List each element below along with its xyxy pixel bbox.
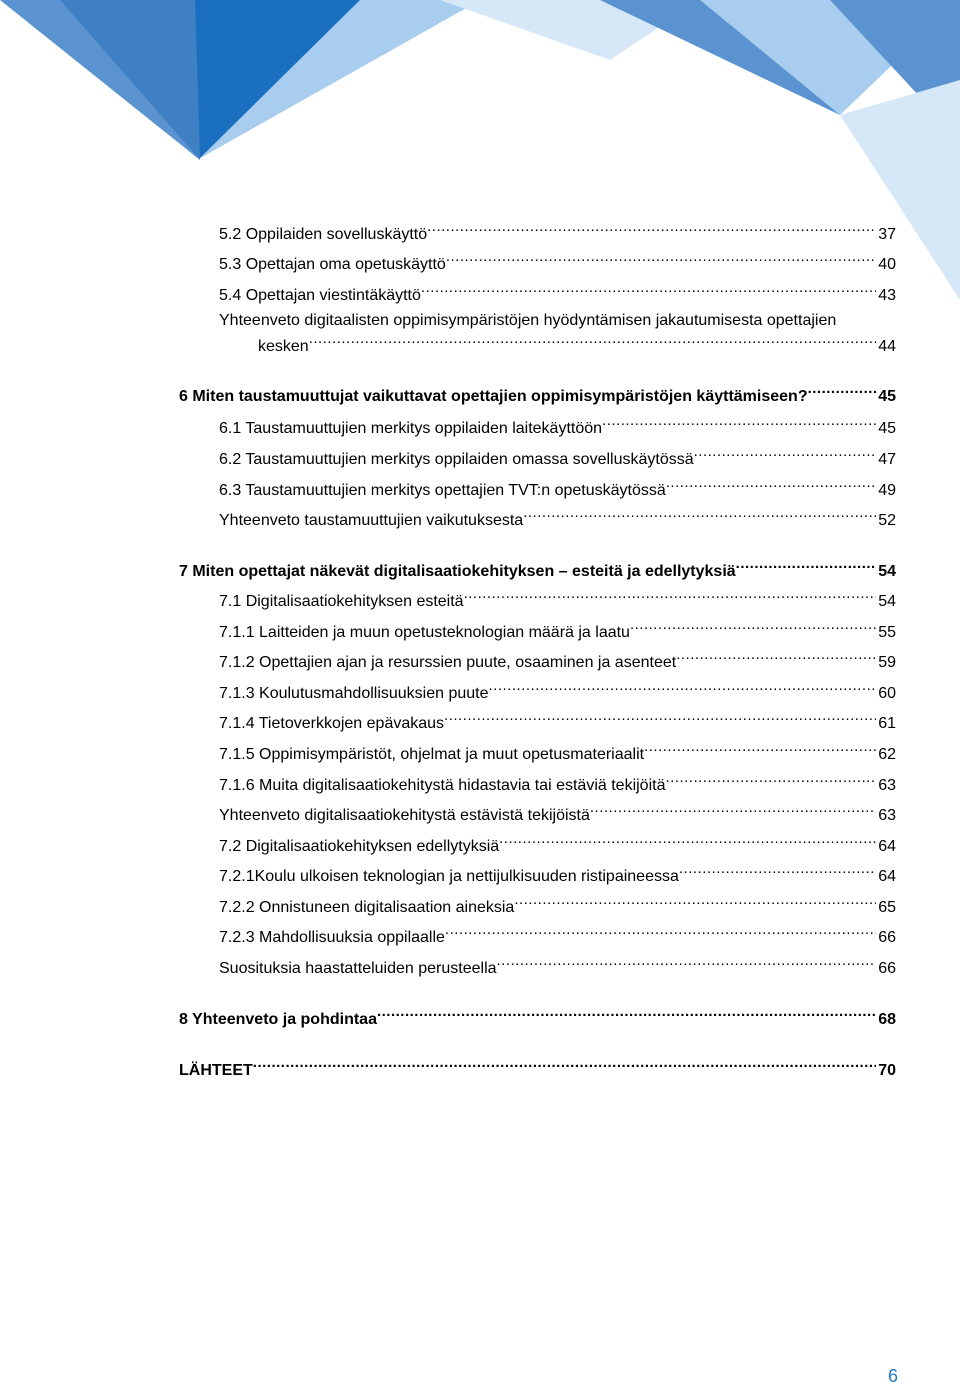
toc-entry[interactable] [219, 831, 896, 857]
toc-entry-label: Yhteenveto taustamuuttujien vaikutuksesta [219, 512, 524, 529]
leader-dots [694, 444, 876, 464]
toc-entry-label: 6 Miten taustamuuttujat vaikuttavat opettajien oppimisympäristöjen käyttämiseen? [179, 388, 808, 405]
toc-entry[interactable] [219, 444, 896, 470]
leader-dots [602, 413, 876, 433]
toc-entry-label: 7.2.1Koulu ulkoisen teknologian ja nettijulkisuuden ristipaineessa [219, 868, 679, 885]
toc-page-number: 66 [878, 960, 896, 977]
leader-dots [666, 475, 876, 495]
leader-dots [421, 280, 876, 300]
toc-page-number: 63 [878, 807, 896, 824]
toc-entry[interactable] [219, 219, 896, 245]
toc-page-number: 43 [878, 287, 896, 304]
toc-entry-label: 7.1.1 Laitteiden ja muun opetusteknologian määrä ja laatu [219, 624, 630, 641]
toc-page-number: 45 [878, 388, 896, 405]
toc-entry-label: 6.1 Taustamuuttujien merkitys oppilaiden laitekäyttöön [219, 420, 603, 437]
leader-dots [676, 647, 876, 667]
toc-entry[interactable] [219, 861, 896, 887]
toc-entry[interactable] [219, 953, 896, 979]
toc-page-number: 60 [878, 685, 896, 702]
leader-dots [497, 953, 876, 973]
toc-entry[interactable] [219, 617, 896, 643]
leader-dots [644, 739, 876, 759]
toc-entry[interactable] [219, 678, 896, 704]
leader-dots [499, 831, 876, 851]
toc-entry[interactable] [179, 1055, 896, 1081]
toc-entry-label: 6.2 Taustamuuttujien merkitys oppilaiden omassa sovelluskäytössä [219, 451, 694, 468]
leader-dots [309, 331, 876, 351]
leader-dots [679, 861, 876, 881]
toc-entry-label: 5.3 Opettajan oma opetuskäyttö [219, 256, 446, 273]
toc-entry[interactable] [179, 1004, 896, 1030]
toc-entry-label: 7.1 Digitalisaatiokehityksen esteitä [219, 593, 464, 610]
toc-page-number: 47 [878, 451, 896, 468]
toc-entry[interactable] [219, 800, 896, 826]
leader-dots [446, 249, 876, 269]
toc-page-number: 63 [878, 777, 896, 794]
toc-page-number: 66 [878, 929, 896, 946]
toc-page-number: 64 [878, 838, 896, 855]
toc-page-number: 37 [878, 226, 896, 243]
toc-entry-label: kesken [258, 338, 309, 355]
toc-entry-label: 7.2 Digitalisaatiokehityksen edellytyksiä [219, 838, 500, 855]
toc-entry-label: 5.4 Opettajan viestintäkäyttö [219, 287, 421, 304]
banner-triangle [60, 0, 200, 160]
toc-entry[interactable] [219, 647, 896, 673]
toc-page-number: 54 [878, 563, 896, 580]
toc-entry[interactable] [219, 586, 896, 612]
toc-entry-label: 7.1.6 Muita digitalisaatiokehitystä hidastavia tai estäviä tekijöitä [219, 777, 666, 794]
toc-entry-label: Suosituksia haastatteluiden perusteella [219, 960, 497, 977]
leader-dots [464, 586, 876, 606]
toc-page-number: 49 [878, 482, 896, 499]
leader-dots [590, 800, 876, 820]
leader-dots [427, 219, 876, 239]
toc-entry[interactable] [219, 505, 896, 531]
toc-entry[interactable] [219, 708, 896, 734]
leader-dots [630, 617, 876, 637]
leader-dots [489, 678, 876, 698]
toc-page-number: 62 [878, 746, 896, 763]
toc-page-number: 65 [878, 899, 896, 916]
toc-page-number: 44 [878, 338, 896, 355]
toc-entry[interactable] [179, 556, 896, 582]
toc-page-number: 55 [878, 624, 896, 641]
toc-entry-label: 7 Miten opettajat näkevät digitalisaatiokehityksen – esteitä ja edellytyksiä [179, 563, 736, 580]
leader-dots [445, 922, 876, 942]
toc-page-number: 40 [878, 256, 896, 273]
page-number: 6 [887, 1366, 898, 1386]
toc-entry-label: 7.1.3 Koulutusmahdollisuuksien puute [219, 685, 489, 702]
toc-entry[interactable] [219, 739, 896, 765]
toc-entry[interactable] [219, 280, 896, 306]
toc-entry-label: Yhteenveto digitalisaatiokehitystä estävistä tekijöistä [219, 807, 590, 824]
toc-page-number: 45 [878, 420, 896, 437]
toc-entry[interactable] [219, 249, 896, 275]
toc-entry[interactable] [219, 311, 896, 331]
toc-entry-label: 7.1.2 Opettajien ajan ja resurssien puute, osaaminen ja asenteet [219, 654, 677, 671]
toc-page-number: 70 [878, 1062, 896, 1079]
toc-entry-label: 6.3 Taustamuuttujien merkitys opettajien TVT:n opetuskäytössä [219, 482, 666, 499]
leader-dots [444, 708, 876, 728]
toc-entry-label: LÄHTEET [179, 1062, 253, 1079]
toc-page-number: 52 [878, 512, 896, 529]
toc-page-number: 68 [878, 1011, 896, 1028]
toc-entry-label: 7.2.2 Onnistuneen digitalisaation aineksia [219, 899, 515, 916]
toc-entry[interactable] [219, 413, 896, 439]
toc-entry[interactable] [179, 381, 896, 407]
toc-entry-label: 5.2 Oppilaiden sovelluskäyttö [219, 226, 428, 243]
toc-entry-label: Yhteenveto digitaalisten oppimisympäristöjen hyödyntämisen jakautumisesta opettajien [219, 312, 837, 329]
leader-dots [808, 381, 876, 401]
toc-entry[interactable] [219, 922, 896, 948]
toc-entry-label: 7.1.4 Tietoverkkojen epävakaus [219, 715, 445, 732]
leader-dots [514, 892, 876, 912]
toc-entry[interactable] [219, 770, 896, 796]
leader-dots [253, 1055, 876, 1075]
toc-page-number: 64 [878, 868, 896, 885]
toc-entry-label: 7.1.5 Oppimisympäristöt, ohjelmat ja muut opetusmateriaalit [219, 746, 645, 763]
toc-entry-label: 8 Yhteenveto ja pohdintaa [179, 1011, 377, 1028]
leader-dots [523, 505, 876, 525]
toc-entry[interactable] [219, 475, 896, 501]
toc-page-number: 59 [878, 654, 896, 671]
leader-dots [377, 1004, 876, 1024]
toc-page-number: 54 [878, 593, 896, 610]
toc-entry[interactable] [258, 331, 896, 357]
leader-dots [665, 770, 876, 790]
leader-dots [736, 556, 876, 576]
toc-entry-label: 7.2.3 Mahdollisuuksia oppilaalle [219, 929, 445, 946]
toc-entry[interactable] [219, 892, 896, 918]
toc-page-number: 61 [878, 715, 896, 732]
